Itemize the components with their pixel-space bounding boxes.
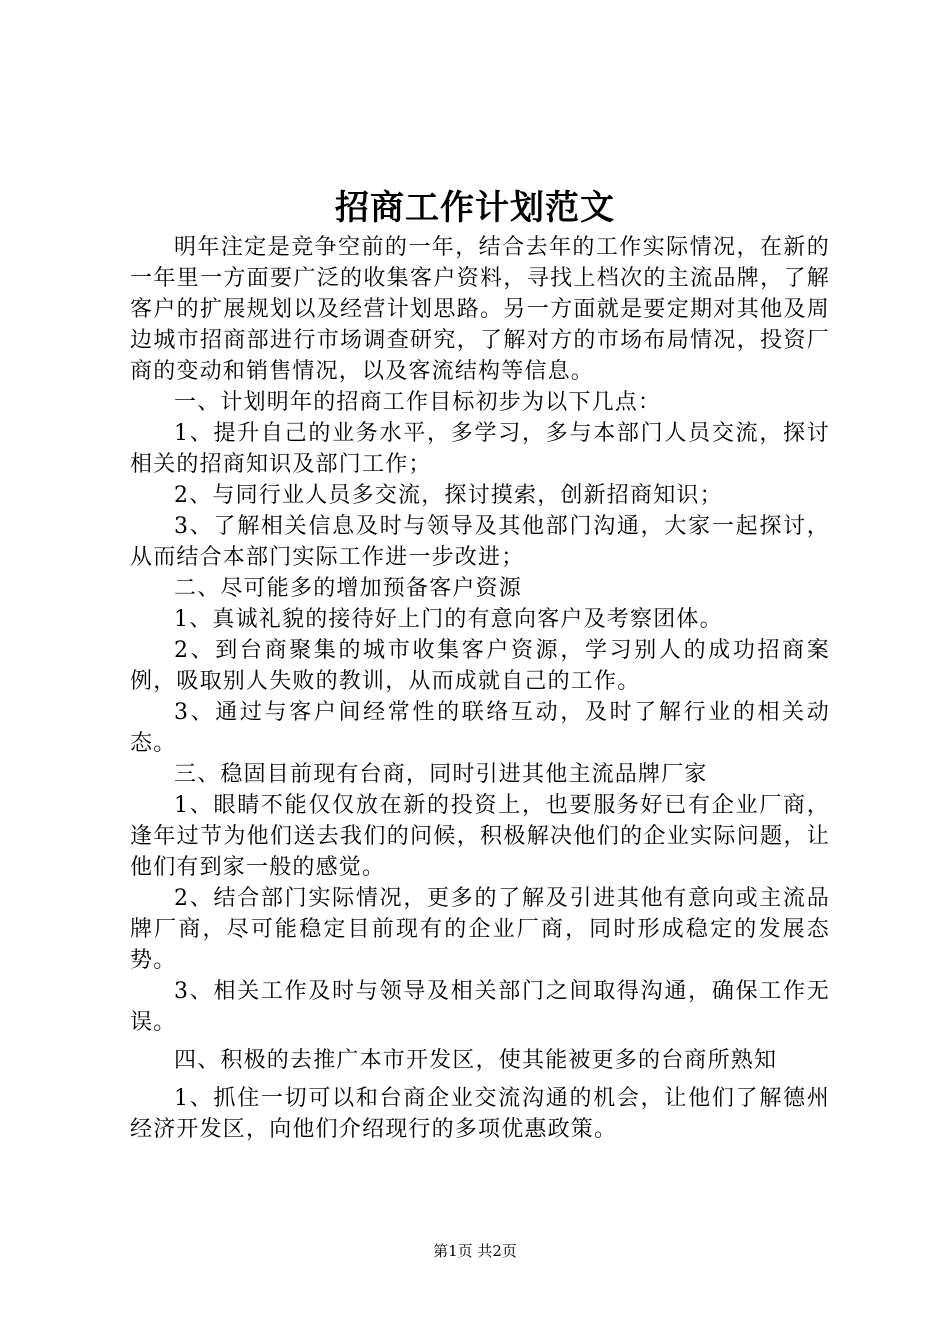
list-item: 2、结合部门实际情况，更多的了解及引进其他有意向或主流品牌厂商，尽可能稳定目前现有的企业厂商，同时形成稳定的发展态势。 [130, 886, 830, 973]
list-item: 1、真诚礼貌的接待好上门的有意向客户及考察团体。 [174, 607, 723, 632]
page-footer: 第1页 共2页 [433, 1242, 517, 1260]
list-item: 2、与同行业人员多交流，探讨摸索，创新招商知识； [174, 483, 723, 508]
paragraph: 明年注定是竞争空前的一年，结合去年的工作实际情况，在新的一年里一方面要广泛的收集客户资料，寻找上档次的主流品牌，了解客户的扩展规划以及经营计划思路。另一方面就是要定期对其他及周边城市招商部进行市场调查研究，了解对方的市场布局情况，投资厂商的变动和销售情况，以及客流结构等信息。 [130, 235, 830, 384]
section-heading: 二、尽可能多的增加预备客户资源 [174, 576, 523, 601]
list-item: 1、眼睛不能仅仅放在新的投资上，也要服务好已有企业厂商，逢年过节为他们送去我们的问候，积极解决他们的企业实际问题，让他们有到家一般的感觉。 [130, 793, 830, 880]
list-item: 3、相关工作及时与领导及相关部门之间取得沟通，确保工作无误。 [130, 979, 830, 1035]
list-item: 3、通过与客户间经常性的联络互动，及时了解行业的相关动态。 [130, 700, 830, 756]
section-heading: 四、积极的去推广本市开发区，使其能被更多的台商所熟知 [174, 1048, 778, 1073]
list-item: 2、到台商聚集的城市收集客户资源，学习别人的成功招商案例，吸取别人失败的教训，从而成就自己的工作。 [130, 638, 830, 694]
list-item: 3、了解相关信息及时与领导及其他部门沟通，大家一起探讨，从而结合本部门实际工作进一步改进； [130, 514, 830, 570]
document-body [130, 232, 830, 1145]
document-title: 招商工作计划范文 [335, 188, 615, 228]
list-item: 1、提升自己的业务水平，多学习，多与本部门人员交流，探讨相关的招商知识及部门工作； [130, 421, 830, 477]
section-heading: 一、计划明年的招商工作目标初步为以下几点： [174, 390, 662, 415]
section-heading: 三、稳固目前现有台商，同时引进其他主流品牌厂家 [174, 762, 708, 787]
list-item: 1、抓住一切可以和台商企业交流沟通的机会，让他们了解德州经济开发区，向他们介绍现行的多项优惠政策。 [130, 1086, 830, 1142]
